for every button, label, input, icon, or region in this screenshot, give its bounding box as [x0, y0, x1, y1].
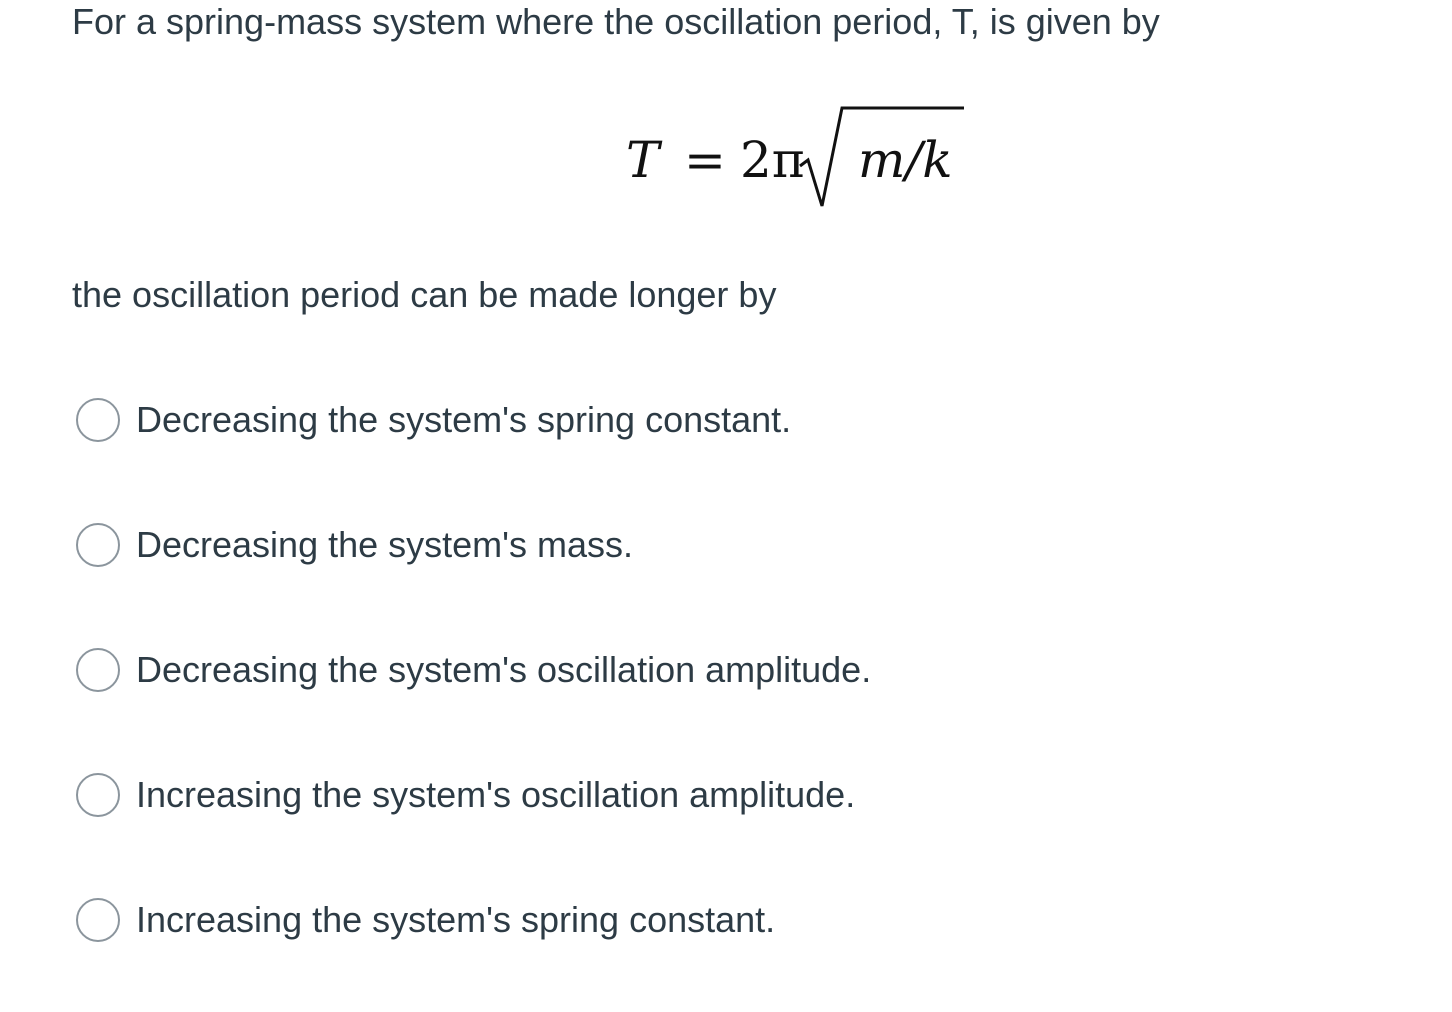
formula-equals: =	[684, 131, 726, 189]
answer-label[interactable]: Increasing the system's oscillation amplitude.	[136, 774, 856, 815]
radio-button[interactable]	[76, 398, 120, 442]
answer-option[interactable]	[76, 520, 633, 570]
answer-option[interactable]	[76, 645, 871, 695]
formula-coefficient: 2π	[740, 131, 805, 189]
question-stem: the oscillation period can be made longer by	[72, 274, 777, 315]
question-intro: For a spring-mass system where the oscillation period, T, is given by	[72, 1, 1160, 42]
answer-option[interactable]	[76, 395, 791, 445]
answer-option[interactable]	[76, 770, 855, 820]
radio-button[interactable]	[76, 523, 120, 567]
answer-label[interactable]: Decreasing the system's spring constant.	[136, 399, 792, 440]
radio-button[interactable]	[76, 648, 120, 692]
answer-label[interactable]: Decreasing the system's oscillation amplitude.	[136, 649, 872, 690]
answer-label[interactable]: Decreasing the system's mass.	[136, 524, 634, 565]
period-formula	[620, 100, 980, 212]
radio-button[interactable]	[76, 898, 120, 942]
answer-option[interactable]	[76, 895, 775, 945]
formula-lhs: T	[626, 131, 660, 189]
radio-button[interactable]	[76, 773, 120, 817]
answer-label[interactable]: Increasing the system's spring constant.	[136, 899, 776, 940]
formula-radicand: m/k	[858, 131, 953, 189]
